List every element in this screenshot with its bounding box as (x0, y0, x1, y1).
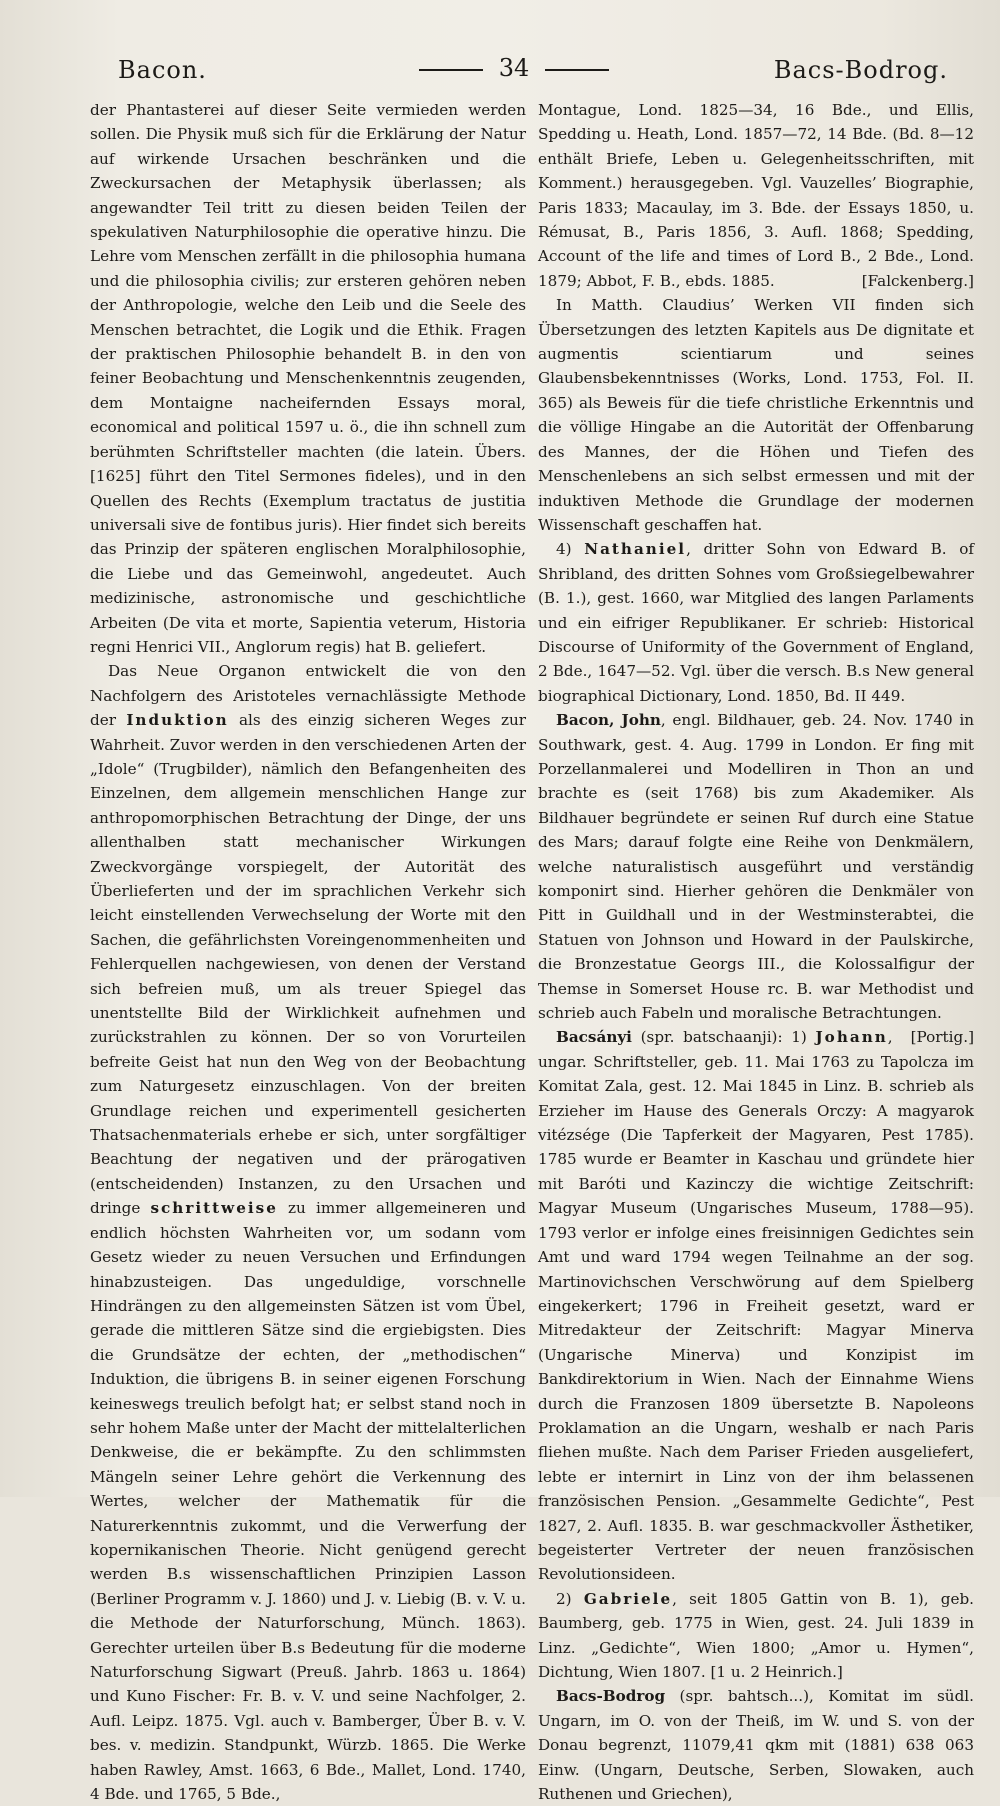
entry-bacs-bodrog (538, 1684, 974, 1806)
entry-text-nathaniel: , dritter Sohn von Edward B. of Shribland, des dritten Sohnes vom Großsiegelbewahrer (B. 1.), gest. 1660, war Mitglied des langen Parlaments und ein eifriger Republikaner. Er schrieb: Historical Discourse of Uniformity of the Government of England, 2 Bde., 1647—52. Vgl. über die versch. B.s New general biographical Dictionary, Lond. 1850, Bd. II 449. (538, 540, 974, 705)
organon-text-a: Das Neue Organon entwickelt die von den Nachfolgern des Aristoteles vernachlässigte Methode der (90, 662, 526, 730)
entry-bacsanyi (538, 1025, 974, 1586)
entry-text-johann: , ungar. Schriftsteller, geb. 11. Mai 1763 zu Tapolcza im Komitat Zala, gest. 12. Mai 1845 in Linz. B. schrieb als Erzieher im Hause des Generals Orczy: A magyarok vitézsége (Die Tapferkeit der Magyaren, Pest 1785). 1785 wurde er Beamter in Kaschau und gründete hier mit Baróti und Kazinczy die wichtige Zeitschrift: Magyar Museum (Ungarisches Museum, 1788—95). 1793 verlor er infolge eines freisinnigen Gedichtes sein Amt und ward 1794 wegen Teilnahme an der sog. Martinovichschen Verschwörung auf dem Spielberg eingekerkert; 1796 in Freiheit gesetzt, ward er Mitredakteur der Zeitschrift: Magyar Minerva (Ungarische Minerva) und Konzipist im Bankdirektorium in Wien. Nach der Einnahme Wiens durch die Franzosen 1809 übersetzte B. Napoleons Proklamation an die Ungarn, weshalb er nach Paris fliehen mußte. Nach dem Pariser Frieden ausgeliefert, lebte er internirt in Linz von der ihm belassenen französischen Pension. „Gesammelte Gedichte“, Pest 1827, 2. Aufl. 1835. B. war geschmackvoller Ästhetiker, begeisterter Vertreter der neuen französischen Revolutionsideen. (538, 1028, 974, 1584)
header-rule-right (545, 69, 609, 71)
term-schrittweise: schrittweise (150, 1199, 278, 1218)
entry-number-4: 4) (556, 540, 585, 559)
organon-text-b: als des einzig sicheren Weges zur Wahrheit. Zuvor werden in den verschiedenen Arten der „Idole“ (Trugbilder), nämlich den Befangenheiten des Einzelnen, dem allgemein menschlichen Hange zur anthropomorphischen Betrachtung der Dinge, der uns allenthalben statt mechanischer Wirkungen Zweckvorgänge vorspiegelt, der Autorität des Überlieferten und der im sprachlichen Verkehr sich leicht einstellenden Verwechselung der Worte mit den Sachen, die gefährlichsten Voreingenommenheiten und Fehlerquellen nachgewiesen, von denen der Verstand sich befreien muß, um als treuer Spiegel das unentstellte Bild der Wirklichkeit aufnehmen und zurückstrahlen zu können. Der so von Vorurteilen befreite Geist hat nun den Weg von der Beobachtung zum Naturgesetz einzuschlagen. Von der breiten Grundlage reichen und experimentell gesicherten Thatsachenmaterials erhebe er sich, unter sorgfältiger Beachtung der negativen und der prärogativen (entscheidenden) Instanzen, zu den Ursachen und dringe (90, 711, 527, 1218)
paragraph-philosophy: der Phantasterei auf dieser Seite vermieden werden sollen. Die Physik muß sich für die Erklärung der Natur auf wirkende Ursachen beschränken und die Zweckursachen der Metaphysik überlassen; als angewandter Teil tritt zu diesen beiden Teilen der spekulativen Naturphilosophie die operative hinzu. Die Lehre vom Menschen zerfällt in die philosophia humana und die philosophia civilis; zur ersteren gehören neben der Anthropologie, welche den Leib und die Seele des Menschen betrachtet, die Logik und die Ethik. Fragen der praktischen Philosophie behandelt B. in den von feiner Beobachtung und Menschenkenntnis zeugenden, dem Montaigne nacheifernden Essays moral, economical and political 1597 u. ö., die ihn schnell zum berühmten Schriftsteller machten (die latein. Übers. [1625] führt den Titel Sermones fideles), und in den Quellen des Rechts (Exemplum tractatus de justitia universali sive de fontibus juris). Hier findet sich bereits das Prinzip der späteren englischen Moralphilosophie, die Liebe und das Gemeinwohl, angedeutet. Auch medizinische, astronomische und geschichtliche Arbeiten (De vita et morte, Sapientia veterum, Historia regni Henrici VII., Anglorum regis) hat B. geliefert. (90, 101, 526, 656)
entry-number-2: 2) (556, 1589, 584, 1608)
author-signature-portig: [Portig.] (910, 1028, 974, 1047)
header-left-keyword: Bacon. (118, 56, 207, 84)
entry-headword-bacsanyi: Bacsányi (556, 1028, 632, 1047)
entry-headword-bacs-bodrog: Bacs-Bodrog (556, 1687, 666, 1706)
entry-gabriele (538, 1587, 974, 1685)
page-header (80, 50, 948, 90)
author-signature-falckenberg: [Falckenberg.] (861, 271, 974, 290)
entry-nathaniel-bacon (538, 537, 974, 708)
paragraph-claudius: In Matth. Claudius’ Werken VII finden sich Übersetzungen des letzten Kapitels aus De dignitate et augmentis scientiarum und seines Glaubensbekenntnisses (Works, Lond. 1753, Fol. II. 365) als Beweis für die tiefe christliche Erkenntnis und die völlige Hingabe an die Autorität der Offenbarung des Mannes, der die Höhen und Tiefen des Menschenlebens an sich selbst ermessen und mit der induktiven Methode die Grundlage der modernen Wissenschaft geschaffen hat. (538, 296, 974, 534)
entry-name-nathaniel: Nathaniel (584, 540, 687, 559)
editions-text: Montague, Lond. 1825—34, 16 Bde., und Ellis, Spedding u. Heath, Lond. 1857—72, 14 Bde. (Bd. 8—12 enthält Briefe, Leben u. Gelegenheitsschriften, mit Komment.) herausgegeben. Vgl. Vauzelles’ Biographie, Paris 1833; Macaulay, im 3. Bde. der Essays 1850, u. Rémusat, B., Paris 1856, 3. Aufl. 1868; Spedding, Account of the life and times of Lord B., 2 Bde., Lond. 1879; Abbot, F. B., ebds. 1885. (538, 101, 974, 290)
paragraph-neues-organon (90, 659, 526, 1806)
entry-headword-john-bacon: Bacon, John (556, 711, 661, 730)
header-rule-left (419, 69, 483, 71)
entry-text-bacs-bodrog: (spr. bahtsch...), Komitat im südl. Ungarn, im O. von der Theiß, im W. und S. von der Donau begrenzt, 11079,41 qkm mit (1881) 638 063 Einw. (Ungarn, Deutsche, Serben, Slowaken, auch Ruthenen und Griechen), (538, 1687, 974, 1804)
entry-text-john-bacon: , engl. Bildhauer, geb. 24. Nov. 1740 in Southwark, gest. 4. Aug. 1799 in London. Er fing mit Porzellanmalerei und Modelliren in Thon an und brachte es (seit 1768) bis zum Akademiker. Als Bildhauer begründete er seinen Ruf durch eine Statue des Mars; darauf folgte eine Reihe von Denkmälern, welche naturalistisch ausgeführt und verständig komponirt sind. Hierher gehören die Denkmäler von Pitt in Guildhall und in der Westminsterabtei, die Statuen von Johnson und Howard in der Paulskirche, die Bronzestatue Georgs III., die Kolossalfigur der Themse in Somerset House rc. B. war Methodist und schrieb auch Fabeln und moralische Betrachtungen. (538, 711, 974, 1023)
organon-text-c: zu immer allgemeineren und endlich höchsten Wahrheiten vor, um sodann vom Gesetz wieder zu neuen Versuchen und Erfindungen hinabzusteigen. Das ungeduldige, vorschnelle Hindrängen zu den allgemeinsten Sätzen ist vom Übel, gerade die mittleren Sätze sind die ergiebigsten. Dies die Grundsätze der echten, der „methodischen“ Induktion, die übrigens B. in seiner eigenen Forschung keineswegs treulich befolgt hat; er selbst stand noch in sehr hohem Maße unter der Macht der mittelalterlichen Denkweise, die er bekämpfte. Zu den schlimmsten Mängeln seiner Lehre gehört die Verkennung des Wertes, welcher der Mathematik für die Naturerkenntnis zukommt, und die Verwerfung der kopernikanischen Theorie. Nicht genügend gerecht werden B.s wissenschaftlichen Prinzipien Lasson (Berliner Programm v. J. 1860) und J. v. Liebig (B. v. V. u. die Methode der Naturforschung, Münch. 1863). Gerechter urteilen über B.s Bedeutung für die moderne Naturforschung Sigwart (Preuß. Jahrb. 1863 u. 1864) und Kuno Fischer: Fr. B. v. V. und seine Nachfolger, 2. Aufl. Leipz. 1875. Vgl. auch v. Bamberger, Über B. v. V. bes. v. medizin. Standpunkt, Würzb. 1865. Die Werke haben Rawley, Amst. 1663, 6 Bde., Mallet, Lond. 1740, 4 Bde. und 1765, 5 Bde., (90, 1199, 526, 1804)
left-column (90, 98, 527, 1804)
term-induktion: Induktion (126, 711, 229, 730)
entry-pronunciation-bacsanyi: (spr. batschaanji): 1) (631, 1028, 816, 1047)
entry-name-johann: Johann (815, 1028, 888, 1047)
header-right-keyword: Bacs-Bodrog. (773, 56, 948, 84)
right-column (538, 98, 975, 1804)
entry-name-gabriele: Gabriele (583, 1589, 673, 1608)
page-number: 34 (498, 54, 530, 82)
paragraph-editions (538, 98, 974, 293)
entry-text-gabriele: , seit 1805 Gattin von B. 1), geb. Baumberg, geb. 1775 in Wien, gest. 24. Juli 1839 in Linz. „Gedichte“, Wien 1800; „Amor u. Hymen“, Dichtung, Wien 1807. [1 u. 2 Heinrich.] (538, 1589, 975, 1681)
